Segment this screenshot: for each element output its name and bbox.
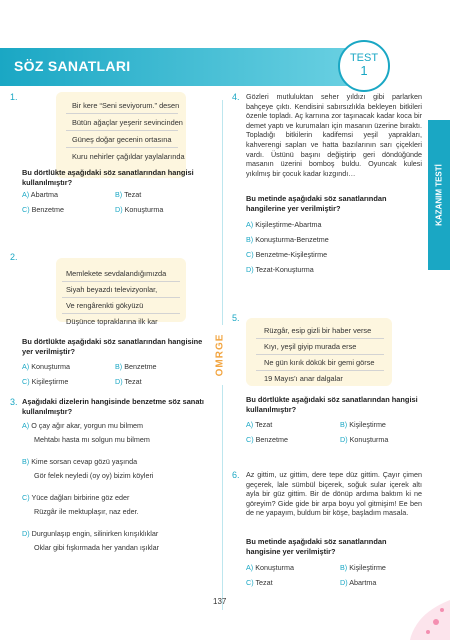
- underline: [256, 370, 384, 371]
- underline: [66, 113, 178, 114]
- poem-line: Güneş doğar gecenin ortasına: [72, 135, 172, 144]
- option-line: Rüzgâr ile mektuplaşır, naz eder.: [34, 507, 139, 516]
- question-text: Bu dörtlükte aşağıdaki söz sanatlarından hangisi kullanılmıştır?: [22, 168, 194, 187]
- option[interactable]: C) Benzetme-Kişileştirme: [246, 250, 328, 259]
- option[interactable]: A) Tezat: [246, 420, 273, 429]
- question-text: Bu metinde aşağıdaki söz sanatlarından hangisine yer verilmiştir?: [246, 537, 387, 556]
- poem-line: Kıyı, yeşil giyip murada erse: [264, 342, 357, 351]
- poem-line: Bütün ağaçlar yeşerir sevincinden: [72, 118, 183, 127]
- question-number: 2.: [10, 252, 18, 262]
- underline: [62, 281, 180, 282]
- question-text: Bu dörtlükte aşağıdaki söz sanatlarından hangisine yer verilmiştir?: [22, 337, 203, 356]
- option[interactable]: D) Abartma: [340, 578, 377, 587]
- poem-line: 19 Mayıs’ı anar dalgalar: [264, 374, 343, 383]
- option[interactable]: B) Kime sorsan cevap gözü yaşında: [22, 457, 138, 466]
- option[interactable]: D) Tezat-Konuşturma: [246, 265, 314, 274]
- option[interactable]: B) Benzetme: [115, 362, 157, 371]
- option-line: Gör felek neyledi (oy oy) bizim köyleri: [34, 471, 154, 480]
- poem-line: Rüzgâr, esip gizli bir haber verse: [264, 326, 372, 335]
- poem-line: Düşünce topraklarına ilk kar: [66, 317, 158, 326]
- question-number: 1.: [10, 92, 18, 102]
- underline: [256, 354, 384, 355]
- poem-line: Siyah beyazdı televizyonlar,: [66, 285, 158, 294]
- option[interactable]: B) Kişileştirme: [340, 563, 386, 572]
- question-text: Bu dörtlükte aşağıdaki söz sanatlarından hangisi kullanılmıştır?: [246, 395, 418, 414]
- poem-line: Memlekete sevdalandığımızda: [66, 269, 167, 278]
- question-text: Aşağıdaki dizelerin hangisinde benzetme söz sanatı kullanılmıştır?: [22, 397, 204, 416]
- option[interactable]: B) Tezat: [115, 190, 142, 199]
- underline: [62, 313, 180, 314]
- option[interactable]: C) Tezat: [246, 578, 273, 587]
- test-badge: [338, 40, 390, 92]
- option[interactable]: C) Benzetme: [246, 435, 288, 444]
- option[interactable]: A) O çay ağır akar, yorgun mu bilmem: [22, 421, 144, 430]
- underline: [62, 297, 180, 298]
- side-tab-label: KAZANIM TESTİ: [434, 164, 444, 226]
- question-number: 5.: [232, 313, 240, 323]
- option[interactable]: B) Kişileştirme: [340, 420, 386, 429]
- question-number: 6.: [232, 470, 240, 480]
- page-number: 137: [213, 597, 227, 606]
- question-number: 3.: [10, 397, 18, 407]
- option[interactable]: D) Konuşturma: [115, 205, 164, 214]
- option[interactable]: C) Kişileştirme: [22, 377, 69, 386]
- question-number: 4.: [232, 92, 240, 102]
- option-line: Mehtabı hasta mı solgun mu bilmem: [34, 435, 150, 444]
- underline: [66, 147, 178, 148]
- option[interactable]: C) Yüce dağları birbirine göz eder: [22, 493, 130, 502]
- option[interactable]: A) Konuşturma: [246, 563, 294, 572]
- option[interactable]: D) Tezat: [115, 377, 142, 386]
- option[interactable]: A) Konuşturma: [22, 362, 70, 371]
- option[interactable]: A) Abartma: [22, 190, 58, 199]
- omrge-label: OMRGE: [214, 333, 226, 377]
- question-paragraph: Gözleri mutluluktan seher yıldızı gibi parlarken bahçeye çıktı. Kendisini sabırsızlıkla bekleyen bitkileri özenle topladı. Aç karnına zor taşınacak kadar koca bir demet yaptı ve kurumaları için masanın üzerine bıraktı. Topladığı bitkilerin kadifemsi yeşil yaprakları, kahverengi sapları ve hatta bazılarının sarı çiçekleri vardı. Üstünü başını değiştirip geri döndüğünde masanın üzerini bomboş buldu. Oyuncak kulesi yıkılmış bir çocuk kadar kızgındı…: [246, 92, 422, 178]
- poem-line: Kuru nehirler çağıldar yaylalarında: [72, 152, 185, 161]
- side-tab: [428, 120, 450, 270]
- corner-decoration-icon: [390, 580, 450, 640]
- option[interactable]: D) Durgunlaşıp engin, silinirken kırışıklıklar: [22, 529, 159, 538]
- underline: [256, 338, 384, 339]
- option[interactable]: A) Kişileştirme-Abartma: [246, 220, 322, 229]
- question-paragraph: Az gittim, uz gittim, dere tepe düz gittim. Çayır çimen geçerek, lale sümbül biçerek, soğuk sular içerek altı ayla bir güz gittim. Bir de dönüp ardıma baktım ki ne göreyim? Gide gide bir arpa boyu yol gitmişim! Ee ben de ne yapayım, buldum bir köşe, başladım masala.: [246, 470, 422, 518]
- option[interactable]: B) Konuşturma-Benzetme: [246, 235, 329, 244]
- omrge-logo: [213, 325, 227, 385]
- poem-line: Ve rengârenkti gökyüzü: [66, 301, 144, 310]
- poem-line: Ne gün kırık dökük bir gemi görse: [264, 358, 375, 367]
- poem-line: Bir kere “Seni seviyorum.” desen: [72, 101, 180, 110]
- underline: [66, 130, 178, 131]
- test-label: TEST: [349, 52, 379, 64]
- question-text: Bu metinde aşağıdaki söz sanatlarından hangilerine yer verilmiştir?: [246, 194, 387, 213]
- option-line: Oklar gibi fışkırmada her yandan ışıklar: [34, 543, 160, 552]
- option[interactable]: D) Konuşturma: [340, 435, 389, 444]
- page-title: SÖZ SANATLARI: [14, 58, 131, 74]
- option[interactable]: C) Benzetme: [22, 205, 64, 214]
- test-number: 1: [360, 63, 368, 79]
